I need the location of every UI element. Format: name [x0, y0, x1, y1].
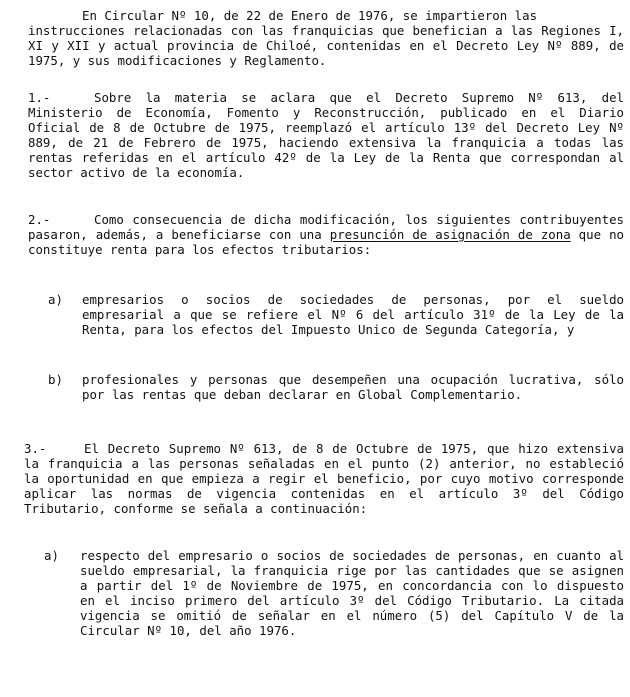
item-b-text: profesionales y personas que desempeñen una ocupación lucrativa, sólo por las rentas que deban declarar en Global Complementario. [82, 372, 624, 402]
section-2-text-before: Como consecuencia de dicha modificación, los siguientes contribuyentes pasaron, además, a beneficiarse con una [28, 212, 624, 242]
section-3-paragraph: El Decreto Supremo Nº 613, de 8 de Octubre de 1975, que hizo extensiva la franquicia a las personas señaladas en el punto (2) anterior, no estableció la oportunidad en que empieza a regir el beneficio, por cuyo motivo corresponde aplicar las normas de vigencia contenidas en el artículo 3º del Código Tributario, conforme se señala a continuación: [24, 441, 624, 516]
presuncion-underlined-text: presunción de asignación de zona [329, 227, 571, 242]
intro-first-line: En Circular Nº 10, de 22 de Enero de 1976, se impartieron las [82, 8, 538, 23]
item-3a-text: respecto del empresario o socios de sociedades de personas, en cuanto al sueldo empresarial, la franquicia rige por las cantidades que se asignen a partir del 1º de Noviembre de 1975, en concordancia con lo dispuesto en el inciso primero del artículo 3º del Código Tributario. La citada vigencia se omitió de señalar en el número (5) del Capítulo V de la Circular Nº 10, del año 1976. [80, 548, 624, 638]
section-1-text [28, 90, 624, 180]
section-2-number: 2.- [28, 212, 51, 227]
intro-paragraph [28, 8, 624, 68]
item-a-label: a) [48, 292, 63, 307]
section-2-item-b [48, 372, 624, 402]
section-1 [28, 90, 624, 180]
section-2-text-after: que no constituye renta para los efectos tributarios: [28, 227, 624, 257]
section-2 [28, 212, 624, 257]
section-3 [24, 441, 624, 516]
section-2-paragraph [28, 212, 624, 257]
item-b-label: b) [48, 372, 63, 387]
intro-continuation: instrucciones relacionadas con las franquicias que benefician a las Regiones I, XI y XII y actual provincia de Chiloé, contenidas en el Decreto Ley Nº 889, de 1975, y sus modificaciones y Reglamento. [28, 23, 624, 68]
section-3-item-a [44, 548, 624, 638]
item-3a-label: a) [44, 548, 59, 563]
section-2-item-a [48, 292, 624, 337]
section-1-paragraph: Sobre la materia se aclara que el Decreto Supremo Nº 613, del Ministerio de Economía, Fomento y Reconstrucción, publicado en el Diario Oficial de 8 de Octubre de 1975, reemplazó el artículo 13º del Decreto Ley Nº 889, de 21 de Febrero de 1975, haciendo extensiva la franquicia a todas las rentas referidas en el artículo 42º de la Ley de la Renta que correspondan al sector activo de la economía. [28, 90, 624, 180]
item-a-text: empresarios o socios de sociedades de personas, por el sueldo empresarial a que se refiere el Nº 6 del artículo 31º de la Ley de la Renta, para los efectos del Impuesto Unico de Segunda Categoría, y [82, 292, 624, 337]
section-3-number: 3.- [24, 441, 47, 456]
section-1-number: 1.- [28, 90, 51, 105]
